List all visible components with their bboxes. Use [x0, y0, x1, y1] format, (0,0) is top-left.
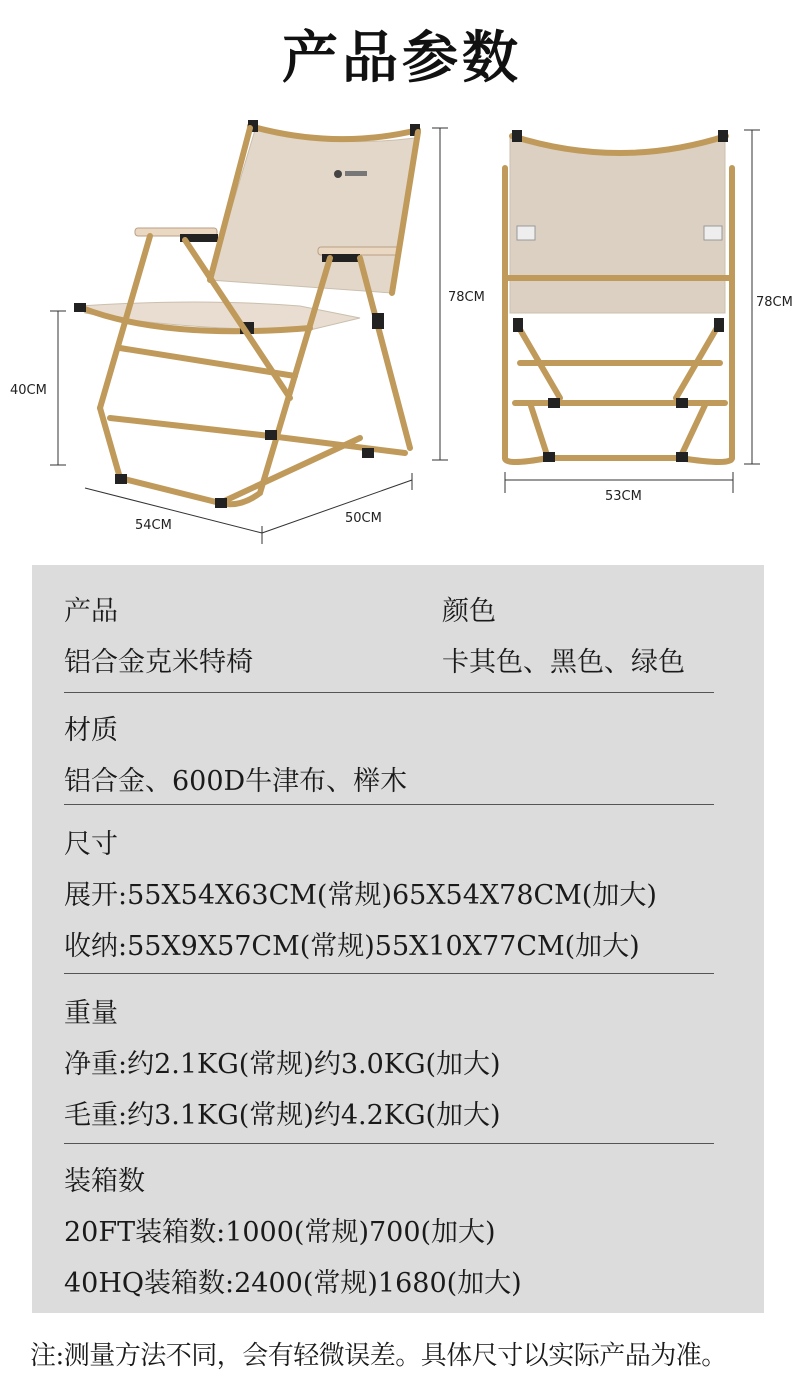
spec-packing-label: 装箱数	[64, 1166, 145, 1197]
dim-width-front: 54CM	[135, 518, 172, 533]
spec-weight-label: 重量	[64, 998, 118, 1029]
divider	[64, 692, 714, 693]
spec-weight	[64, 991, 501, 1132]
spec-size-unfolded: 展开:55X54X63CM(常规)65X54X78CM(加大)	[64, 880, 657, 911]
dim-height-right: 78CM	[756, 295, 793, 310]
spec-material	[64, 708, 407, 798]
dim-height-left: 78CM	[448, 290, 485, 305]
dim-depth: 50CM	[345, 511, 382, 526]
spec-material-label: 材质	[64, 715, 118, 746]
spec-color-value: 卡其色、黑色、绿色	[442, 647, 685, 678]
spec-weight-net: 净重:约2.1KG(常规)约3.0KG(加大)	[64, 1049, 501, 1080]
brand-logo	[334, 170, 342, 178]
spec-packing-40hq: 40HQ装箱数:2400(常规)1680(加大)	[64, 1268, 522, 1299]
spec-weight-gross: 毛重:约3.1KG(常规)约4.2KG(加大)	[64, 1100, 501, 1131]
spec-size-folded: 收纳:55X9X57CM(常规)55X10X77CM(加大)	[64, 931, 640, 962]
footer-note: 注:测量方法不同，会有轻微误差。具体尺寸以实际产品为准。	[30, 1341, 727, 1371]
divider	[64, 804, 714, 805]
spec-color-label: 颜色	[442, 596, 496, 627]
spec-product-value: 铝合金克米特椅	[64, 647, 253, 678]
spec-color	[442, 589, 685, 679]
divider	[64, 973, 714, 974]
dim-width-back: 53CM	[605, 489, 642, 504]
spec-product	[64, 589, 253, 679]
spec-size-label: 尺寸	[64, 829, 118, 860]
spec-material-value: 铝合金、600D牛津布、榉木	[64, 766, 408, 797]
divider	[64, 1143, 714, 1144]
chair-side-view	[74, 120, 420, 508]
spec-product-label: 产品	[64, 596, 118, 627]
spec-size	[64, 822, 657, 963]
page-title: 产品参数	[282, 26, 522, 91]
chair-dimension-diagram	[0, 108, 804, 558]
spec-packing	[64, 1159, 522, 1300]
spec-packing-20ft: 20FT装箱数:1000(常规)700(加大)	[64, 1217, 496, 1248]
dim-seat-height: 40CM	[10, 383, 47, 398]
chair-back-view	[505, 130, 732, 462]
spec-panel	[32, 565, 764, 1313]
